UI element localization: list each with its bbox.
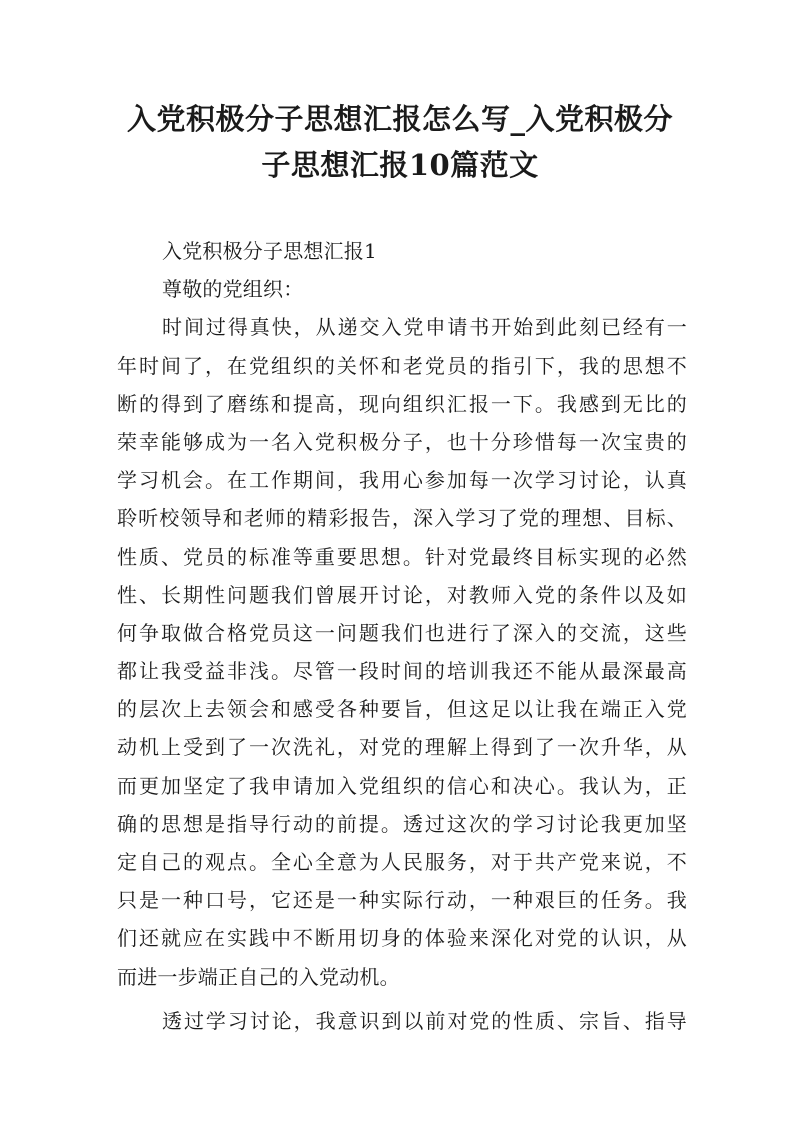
paragraph-line: 定自己的观点。全心全意为人民服务，对于共产党来说，不 <box>117 850 687 874</box>
paragraph-line: 何争取做合格党员这一问题我们也进行了深入的交流，这些 <box>117 620 687 645</box>
salutation: 尊敬的党组织： <box>162 277 304 302</box>
paragraph-line: 透过学习讨论，我意识到以前对党的性质、宗旨、指导 <box>162 1008 687 1033</box>
paragraph-line: 只是一种口号，它还是一种实际行动，一种艰巨的任务。我 <box>117 888 687 913</box>
paragraph-line: 而进一步端正自己的入党动机。 <box>117 964 400 989</box>
paragraph-line: 聆听校领导和老师的精彩报告，深入学习了党的理想、目标、 <box>117 506 687 531</box>
section-heading: 入党积极分子思想汇报1 <box>162 239 377 263</box>
title-line: 子思想汇报10篇范文 <box>261 148 539 182</box>
document-title <box>90 96 710 188</box>
paragraph-line: 性质、党员的标准等重要思想。针对党最终目标实现的必然 <box>117 544 687 569</box>
paragraph-line: 动机上受到了一次洗礼，对党的理解上得到了一次升华，从 <box>117 735 687 760</box>
paragraph-line: 性、长期性问题我们曾展开讨论，对教师入党的条件以及如 <box>117 582 687 607</box>
paragraph-line: 而更加坚定了我申请加入党组织的信心和决心。我认为，正 <box>117 773 687 798</box>
paragraph-line: 年时间了，在党组织的关怀和老党员的指引下，我的思想不 <box>117 353 687 378</box>
paragraph-line: 荣幸能够成为一名入党积极分子，也十分珍惜每一次宝贵的 <box>117 429 687 454</box>
paragraph-line: 断的得到了磨练和提高，现向组织汇报一下。我感到无比的 <box>117 391 687 416</box>
paragraph-line: 学习机会。在工作期间，我用心参加每一次学习讨论，认真 <box>117 468 687 493</box>
paragraph-line: 时间过得真快，从递交入党申请书开始到此刻已经有一 <box>162 315 687 340</box>
paragraph-line: 们还就应在实践中不断用切身的体验来深化对党的认识，从 <box>117 926 687 951</box>
title-line: 入党积极分子思想汇报怎么写_入党积极分 <box>126 102 673 136</box>
document-body <box>117 232 687 1040</box>
paragraph-line: 都让我受益非浅。尽管一段时间的培训我还不能从最深最高 <box>117 659 687 684</box>
paragraph-line: 确的思想是指导行动的前提。透过这次的学习讨论我更加坚 <box>117 811 687 836</box>
paragraph-line: 的层次上去领会和感受各种要旨，但这足以让我在端正入党 <box>117 697 687 722</box>
